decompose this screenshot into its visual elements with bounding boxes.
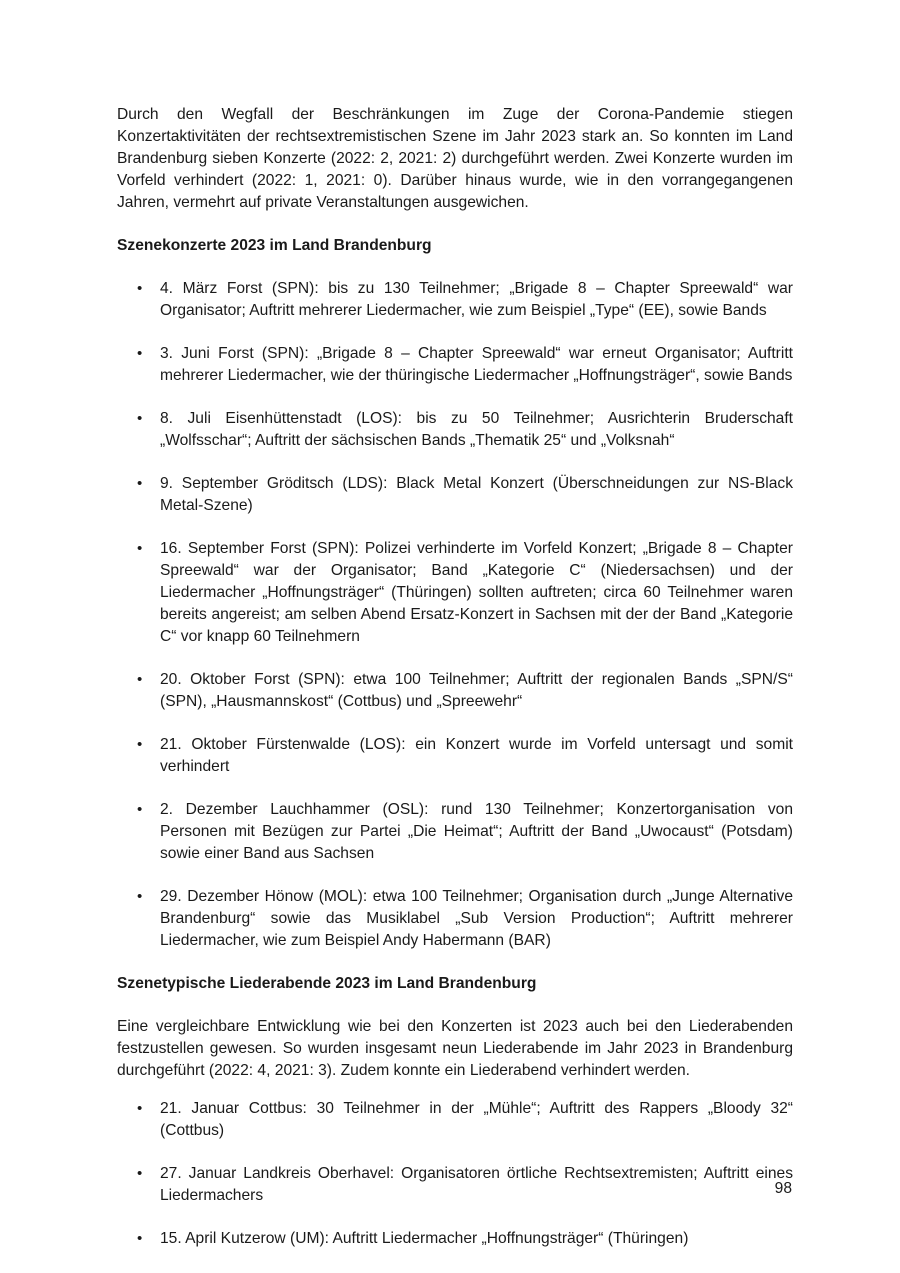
- bullet-icon: •: [137, 888, 143, 905]
- list-item: • 29. Dezember Hönow (MOL): etwa 100 Teilnehmer; Organisation durch „Junge Alternative Brandenburg“ sowie das Musiklabel „Sub Version Production“; Auftritt mehrerer Liedermacher, wie zum Beispiel Andy Habermann (BAR): [137, 888, 793, 949]
- bullet-icon: •: [137, 280, 143, 297]
- page-number: 98: [774, 1180, 792, 1197]
- list-item: • 27. Januar Landkreis Oberhavel: Organisatoren örtliche Rechtsextremisten; Auftritt eines Liedermachers: [137, 1165, 793, 1204]
- intro-paragraph: Durch den Wegfall der Beschränkungen im Zuge der Corona-Pandemie stiegen Konzertaktivitäten der rechtsextremistischen Szene im Jahr 2023 stark an. So konnten im Land Brandenburg sieben Konzerte (2022: 2, 2021: 2) durchgeführt werden. Zwei Konzerte wurden im Vorfeld verhindert (2022: 1, 2021: 0). Darüber hinaus wurde, wie in den vorrangegangenen Jahren, vermehrt auf private Veranstaltungen ausgewichen.: [117, 106, 793, 211]
- song-evenings-paragraph: Eine vergleichbare Entwicklung wie bei den Konzerten ist 2023 auch bei den Liederabenden festzustellen gewesen. So wurden insgesamt neun Liederabende im Jahr 2023 in Brandenburg durchgeführt (2022: 4, 2021: 3). Zudem konnte ein Liederabend verhindert werden.: [117, 1018, 793, 1079]
- list-item: • 9. September Gröditsch (LDS): Black Metal Konzert (Überschneidungen zur NS-Black Metal-Szene): [137, 475, 793, 514]
- document-page: [117, 104, 793, 1271]
- bullet-icon: •: [137, 1230, 143, 1247]
- bullet-icon: •: [137, 345, 143, 362]
- list-item: • 21. Oktober Fürstenwalde (LOS): ein Konzert wurde im Vorfeld untersagt und somit verhindert: [137, 736, 793, 775]
- bullet-icon: •: [137, 1165, 143, 1182]
- list-item: • 4. März Forst (SPN): bis zu 130 Teilnehmer; „Brigade 8 – Chapter Spreewald“ war Organisator; Auftritt mehrerer Liedermacher, wie zum Beispiel „Type“ (EE), sowie Bands: [137, 280, 793, 319]
- concert-list: [117, 278, 793, 952]
- bullet-icon: •: [137, 1100, 143, 1117]
- bullet-icon: •: [137, 671, 143, 688]
- section-heading-song-evenings: Szenetypische Liederabende 2023 im Land Brandenburg: [117, 975, 537, 992]
- bullet-icon: •: [137, 736, 143, 753]
- list-item: • 2. Dezember Lauchhammer (OSL): rund 130 Teilnehmer; Konzertorganisation von Personen mit Bezügen zur Partei „Die Heimat“; Auftritt der Band „Uwocaust“ (Potsdam) sowie einer Band aus Sachsen: [137, 801, 793, 862]
- bullet-icon: •: [137, 475, 143, 492]
- bullet-icon: •: [137, 410, 143, 427]
- list-item: • 15. April Kutzerow (UM): Auftritt Liedermacher „Hoffnungsträger“ (Thüringen): [117, 1228, 793, 1250]
- section-heading-concerts: Szenekonzerte 2023 im Land Brandenburg: [117, 237, 432, 254]
- song-evening-list: [117, 1098, 793, 1250]
- list-item: • 21. Januar Cottbus: 30 Teilnehmer in der „Mühle“; Auftritt des Rappers „Bloody 32“ (Cottbus): [137, 1100, 793, 1139]
- list-item: • 3. Juni Forst (SPN): „Brigade 8 – Chapter Spreewald“ war erneut Organisator; Auftritt mehrerer Liedermacher, wie der thüringische Liedermacher „Hoffnungsträger“, sowie Bands: [137, 345, 793, 384]
- list-item: • 8. Juli Eisenhüttenstadt (LOS): bis zu 50 Teilnehmer; Ausrichterin Bruderschaft „Wolfsschar“; Auftritt der sächsischen Bands „Thematik 25“ und „Volksnah“: [137, 410, 793, 449]
- bullet-icon: •: [137, 540, 143, 557]
- bullet-icon: •: [137, 801, 143, 818]
- list-item: • 16. September Forst (SPN): Polizei verhinderte im Vorfeld Konzert; „Brigade 8 – Chapter Spreewald“ war der Organisator; Band „Kategorie C“ (Niedersachsen) und der Liedermacher „Hoffnungsträger“ (Thüringen) sollten auftreten; circa 60 Teilnehmer waren bereits angereist; am selben Abend Ersatz-Konzert in Sachsen mit der der Band „Kategorie C“ vor knapp 60 Teilnehmern: [137, 540, 793, 645]
- list-item: • 20. Oktober Forst (SPN): etwa 100 Teilnehmer; Auftritt der regionalen Bands „SPN/S“ (SPN), „Hausmannskost“ (Cottbus) und „Spreewehr“: [137, 671, 793, 710]
